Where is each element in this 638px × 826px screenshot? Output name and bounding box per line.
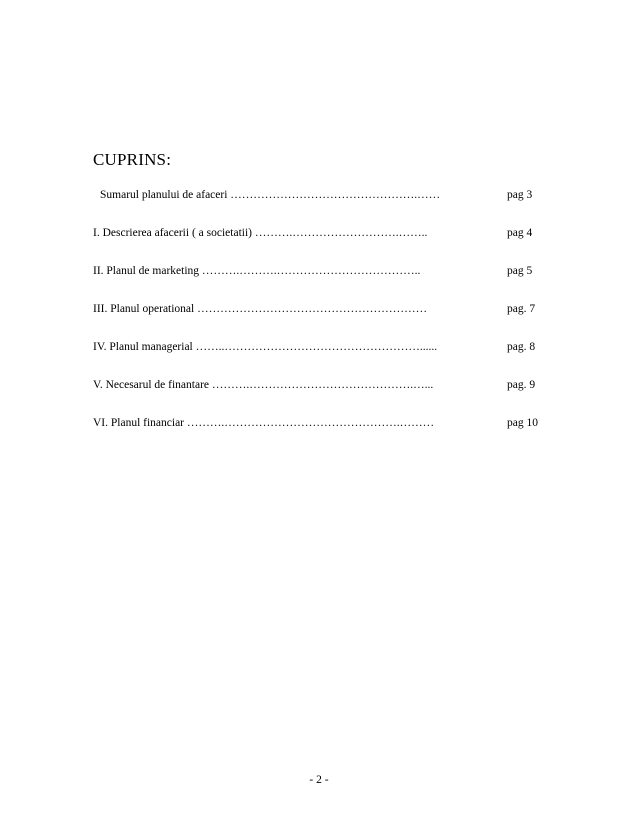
toc-entry-page: pag 4 — [507, 227, 533, 239]
toc-entry-label: V. Necesarul de finantare ……….…………………………………….…... — [93, 379, 434, 391]
toc-entry-label: I. Descrierea afacerii ( a societatii) ……….……………………….…….. — [93, 227, 428, 239]
toc-entry-page: pag 10 — [507, 417, 538, 429]
table-of-contents — [93, 187, 553, 453]
toc-entry-page: pag 3 — [507, 189, 533, 201]
toc-entry-financial — [93, 415, 553, 431]
toc-entry-description — [93, 225, 553, 241]
toc-entry-operational — [93, 301, 553, 317]
toc-entry-marketing — [93, 263, 553, 279]
toc-entry-summary — [93, 187, 553, 203]
toc-entry-page: pag. 7 — [507, 303, 536, 315]
toc-entry-label: IV. Planul managerial ……..……………………………………………...... — [93, 341, 438, 353]
toc-entry-label: III. Planul operational …………………………………………………… — [93, 303, 428, 315]
toc-title: CUPRINS: — [93, 150, 172, 169]
toc-entry-label: II. Planul de marketing ……….……….……………………………….. — [93, 265, 421, 277]
toc-entry-managerial — [93, 339, 553, 355]
toc-entry-label: Sumarul planului de afaceri ………………………………………….…… — [100, 189, 441, 201]
toc-entry-page: pag. 8 — [507, 341, 536, 353]
toc-entry-financing — [93, 377, 553, 393]
toc-entry-label: VI. Planul financiar ……….……………………………………….……… — [93, 417, 435, 429]
page-number: - 2 - — [309, 774, 329, 786]
toc-entry-page: pag. 9 — [507, 379, 536, 391]
toc-entry-page: pag 5 — [507, 265, 533, 277]
